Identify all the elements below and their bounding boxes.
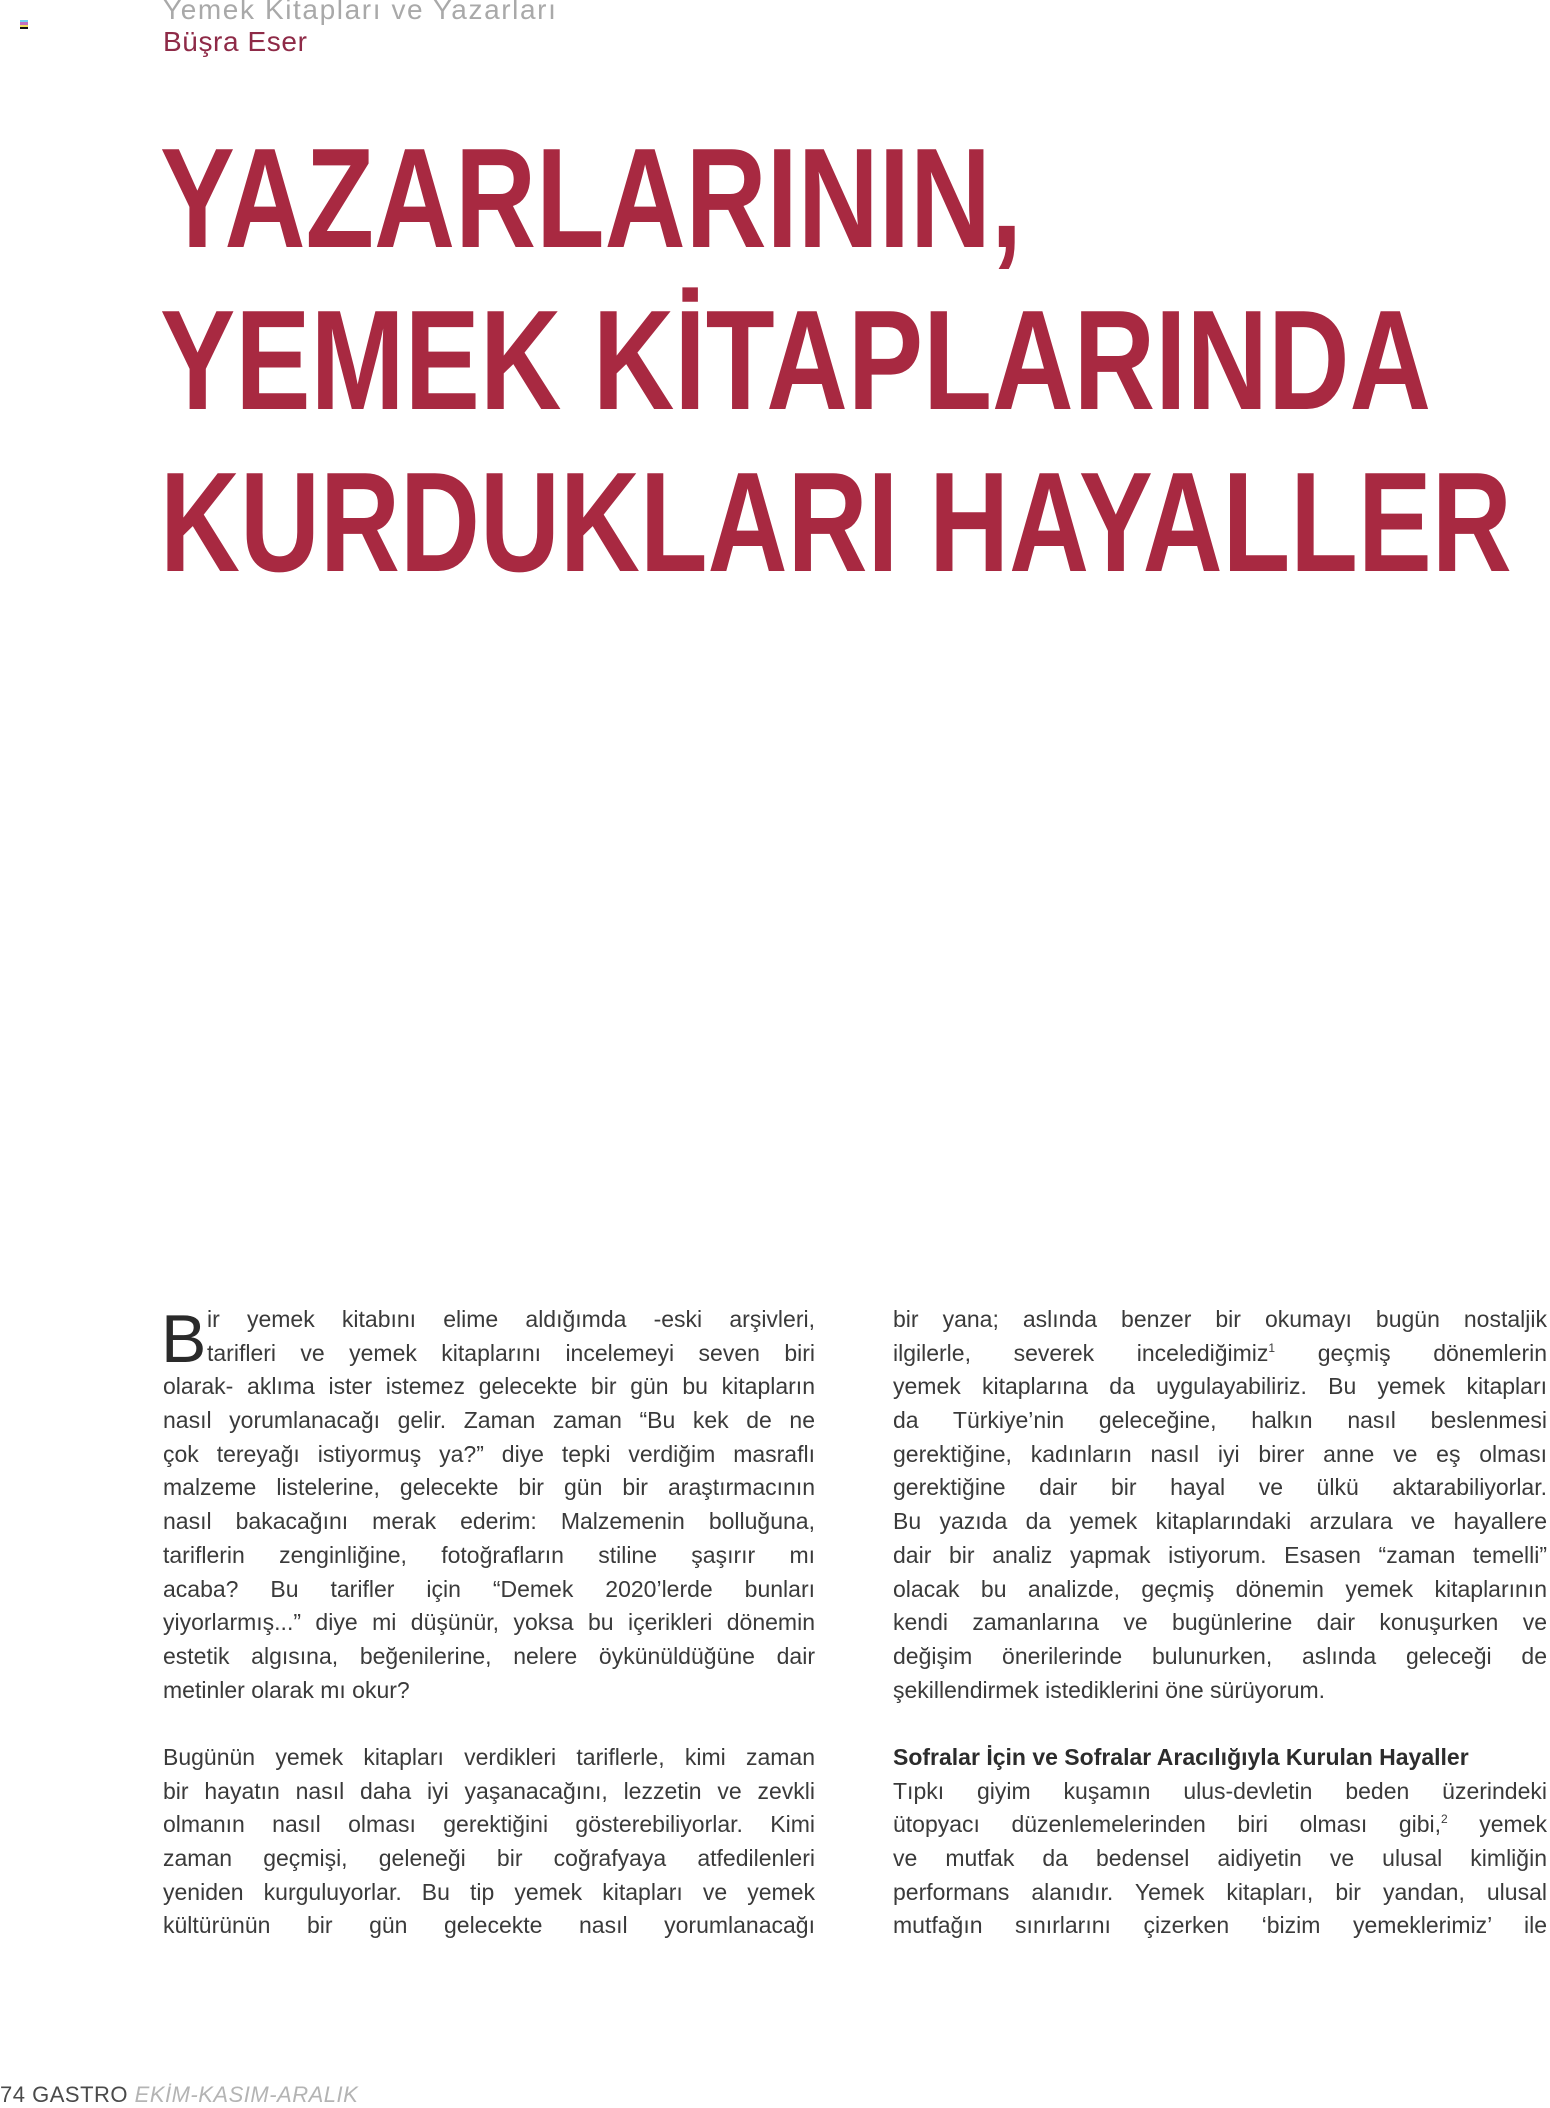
text-line: metinler olarak mı okur? [163,1676,410,1703]
text-line: gerektiğine dair bir hayal ve ülkü aktarabiliyorlar. [893,1474,1547,1501]
section-kicker: Yemek Kitapları ve Yazarları [163,0,558,25]
text-line: mutfağın sınırlarını çizerken ‘bizim yemeklerimiz’ ile [893,1912,1547,1939]
article-headline [160,118,1550,604]
text-line: kültürünün bir gün gelecekte nasıl yorumlanacağı [163,1912,815,1939]
text-line: olarak- aklıma ister istemez gelecekte bir gün bu kitapların [163,1373,815,1400]
issue-label: EKİM-KASIM-ARALIK [134,2082,359,2107]
text-line: Bu yazıda da yemek kitaplarındaki arzulara ve hayallere [893,1508,1547,1535]
text-line: Tıpkı giyim kuşamın ulus-devletin beden üzerindeki [893,1777,1547,1804]
color-mark-black [20,27,28,29]
footnote-ref-1[interactable]: 1 [1268,1340,1276,1355]
text-line: kendi zamanlarına ve bugünlerine dair konuşurken ve [893,1609,1547,1636]
paragraph-spacer [893,1707,1547,1741]
text-fragment: geçmiş dönemlerin [1317,1339,1547,1366]
text-line: ir yemek kitabını elime aldığımda -eski arşivleri, [207,1306,815,1332]
text-line: nasıl yorumlanacağı gelir. Zaman zaman “Bu kek de ne [163,1407,815,1434]
text-line: bir hayatın nasıl daha iyi yaşanacağını, lezzetin ve zevkli [163,1777,815,1804]
paragraph [893,1775,1547,1943]
text-line: yeniden kurguluyorlar. Bu tip yemek kitapları ve yemek [163,1878,815,1905]
text-line: acaba? Bu tarifler için “Demek 2020’lerde bunları [163,1575,815,1602]
text-line: estetik algısına, beğenilerine, nelere öykünüldüğüne dair [163,1642,815,1669]
text-line [893,1337,1547,1371]
paragraph [163,1741,815,1943]
text-line: olmanın nasıl olması gerektiğini gösterebiliyorlar. Kimi [163,1811,815,1838]
section-subheading: Sofralar İçin ve Sofralar Aracılığıyla Kurulan Hayaller [893,1743,1469,1770]
paragraph-spacer [163,1707,815,1741]
text-line: Bugünün yemek kitapları verdikleri tariflerle, kimi zaman [163,1743,815,1770]
text-line [893,1808,1547,1842]
text-line: yemek kitaplarına da uygulayabiliriz. Bu yemek kitapları [893,1373,1547,1400]
footnote-ref-2[interactable]: 2 [1441,1812,1448,1827]
headline-line-3: KURDUKLARI HAYALLER [160,443,1512,602]
text-line: malzeme listelerine, gelecekte bir gün bir araştırmacının [163,1474,815,1501]
text-line: bir yana; aslında benzer bir okumayı bugün nostaljik [893,1306,1547,1332]
text-fragment: ütopyacı düzenlemelerinden biri olması gibi, [893,1811,1442,1838]
page-number: 74 [0,2082,26,2107]
text-line: dair bir analiz yapmak istiyorum. Esasen “zaman temelli” [893,1541,1547,1568]
text-line: nasıl bakacağını merak ederim: Malzemenin bolluğuna, [163,1508,815,1535]
text-line: ve mutfak da bedensel aidiyetin ve ulusal kimliğin [893,1845,1547,1871]
headline-line-1: YAZARLARININ, [160,119,1023,278]
author-name: Büşra Eser [163,26,308,57]
text-line: değişim önerilerinde bulunurken, aslında geleceği de [893,1642,1547,1669]
text-line: tariflerin zenginliğine, fotoğrafların stiline şaşırır mı [163,1541,815,1568]
page-footer [0,2082,358,2108]
headline-line-2: YEMEK KİTAPLARINDA [160,281,1432,440]
text-line: tarifleri ve yemek kitaplarını incelemeyi seven biri [207,1339,815,1366]
magazine-name: GASTRO [32,2082,129,2107]
text-line: da Türkiye’nin geleceğine, halkın nasıl beslenmesi [893,1407,1547,1434]
text-line: çok tereyağı istiyormuş ya?” diye tepki verdiğim masraflı [163,1440,815,1467]
text-line: yiyorlarmış...” diye mi düşünür, yoksa bu içerikleri dönemin [163,1609,815,1636]
article-column-left [163,1303,815,1943]
text-line: şekillendirmek istediklerini öne sürüyorum. [893,1676,1326,1703]
text-line: olacak bu analizde, geçmiş dönemin yemek kitaplarının [893,1575,1547,1602]
paragraph [163,1303,815,1707]
paragraph [893,1303,1547,1707]
text-line: gerektiğine, kadınların nasıl iyi birer anne ve eş olması [893,1440,1547,1467]
drop-cap: B [161,1301,207,1377]
text-line: zaman geçmişi, geleneği bir coğrafyaya atfedilenleri [163,1845,815,1871]
print-color-marks [20,20,28,29]
article-column-right [893,1303,1547,1943]
text-fragment: ilgilerle, severek incelediğimiz [893,1339,1269,1366]
text-fragment: yemek [1479,1811,1547,1838]
text-line: performans alanıdır. Yemek kitapları, bir yandan, ulusal [893,1878,1547,1905]
